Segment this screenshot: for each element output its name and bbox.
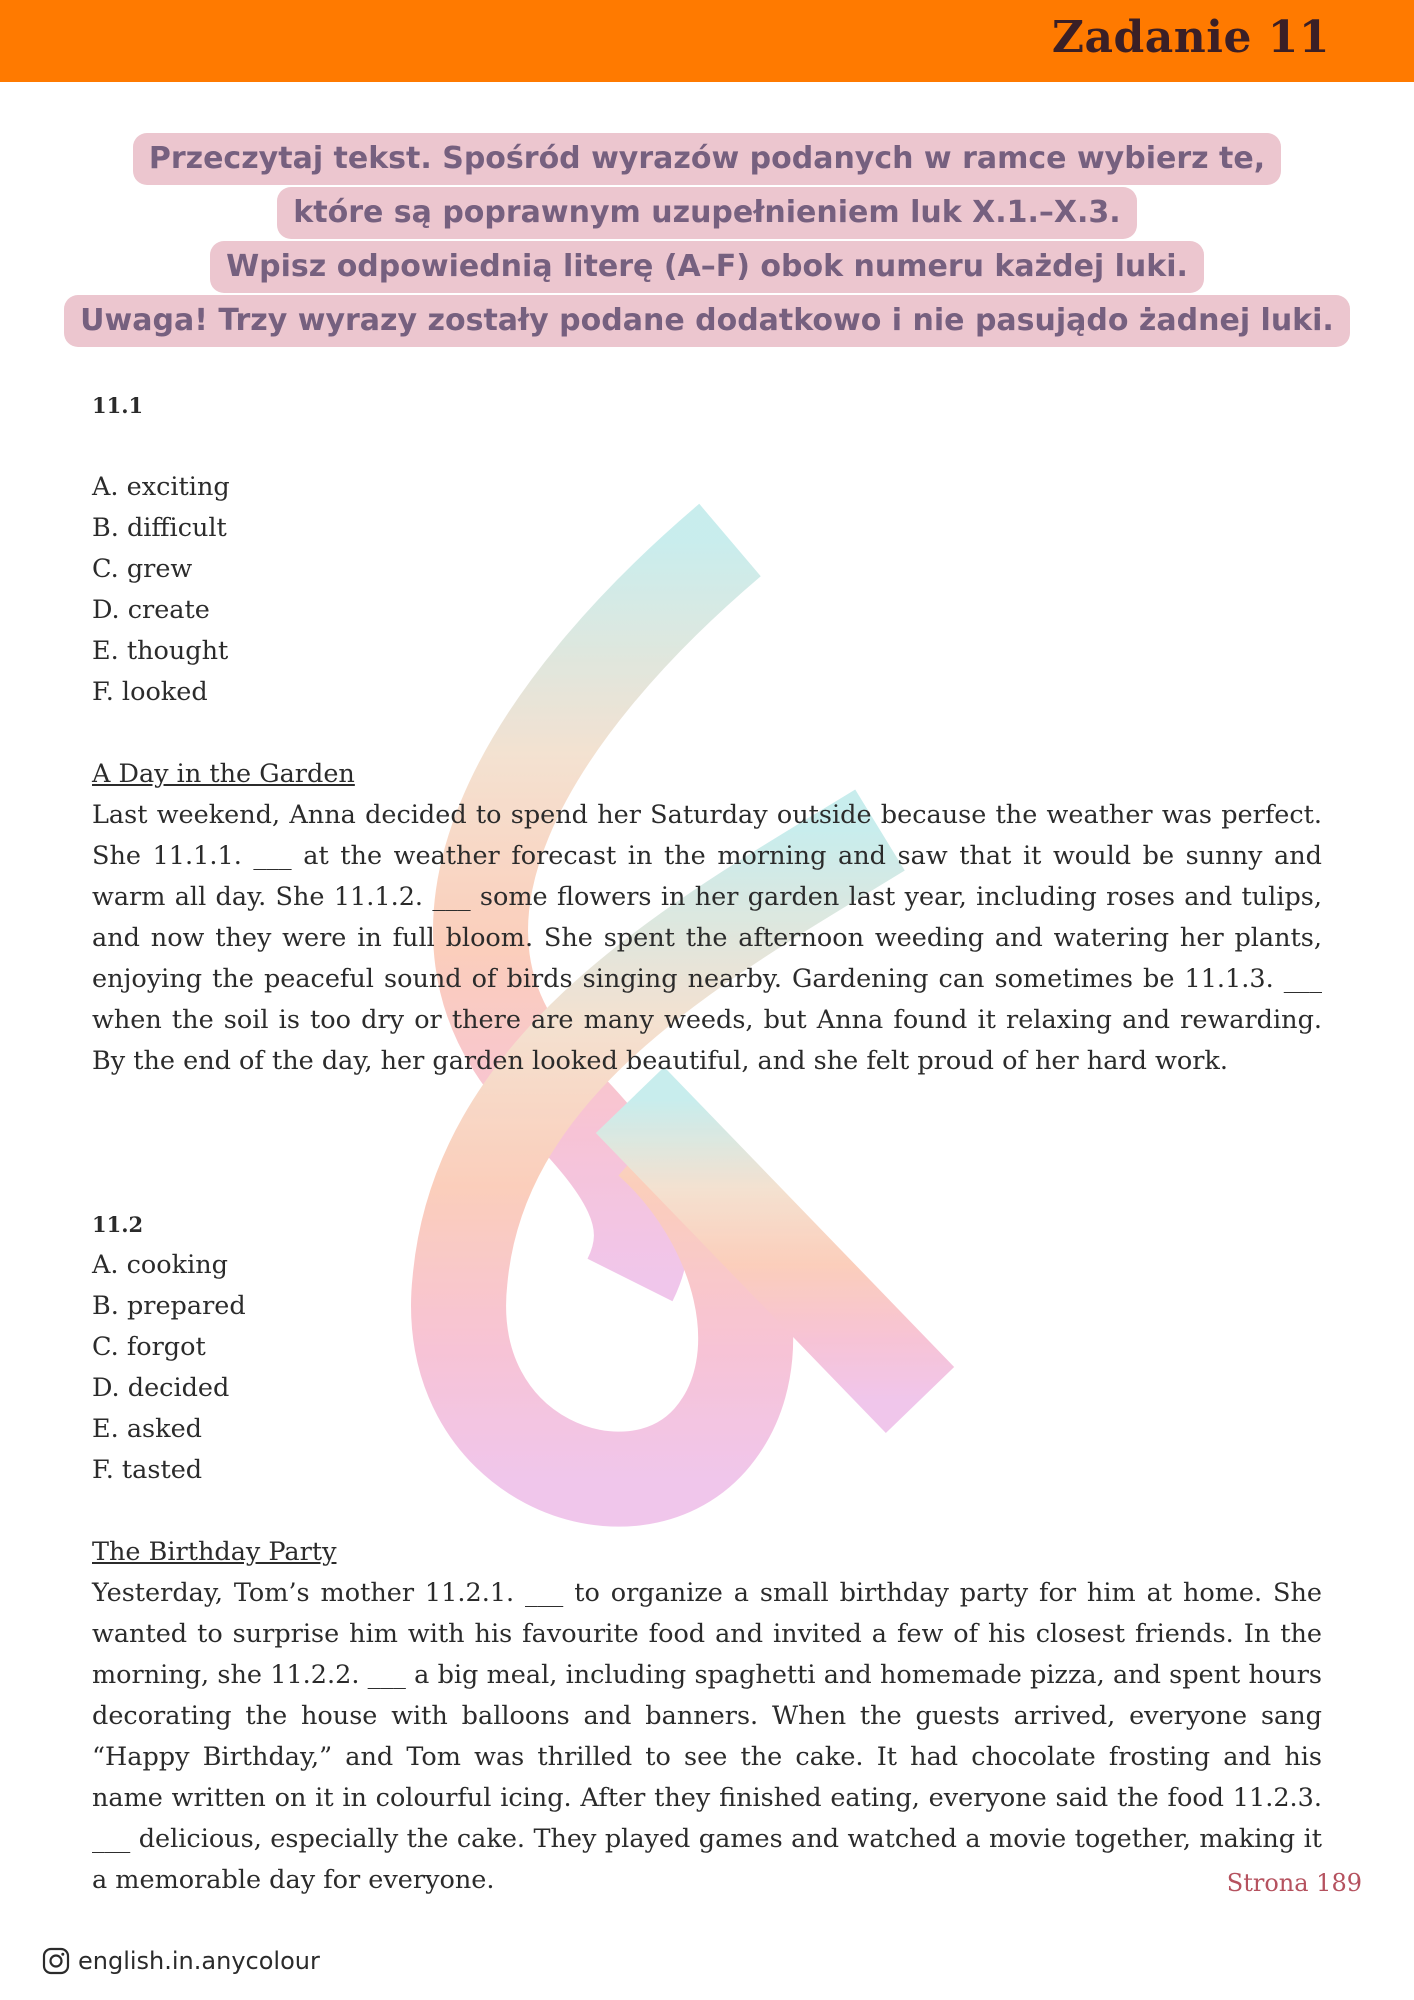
option-c: C. forgot: [92, 1332, 206, 1362]
instruction-line: Uwaga! Trzy wyrazy zostały podane dodatkowo i nie pasujądo żadnej luki.: [64, 295, 1350, 347]
page-title: Zadanie 11: [1051, 12, 1330, 63]
option-a: A. exciting: [92, 472, 230, 502]
option-b: B. difficult: [92, 513, 227, 543]
instruction-line: Wpisz odpowiednią literę (A–F) obok numeru każdej luki.: [210, 241, 1204, 293]
section-number: 11.2: [92, 1212, 144, 1237]
instructions-box: [0, 132, 1414, 348]
section-11-1: [92, 385, 1322, 1082]
story-text: Last weekend, Anna decided to spend her Saturday outside because the weather was perfect. She 11.1.1. ___ at the weather forecast in the morning and saw that it would be sunny and warm all day. She 11.1.2. ___ some flowers in her garden last year, including roses and tulips, and now they were in full bloom. She spent the afternoon weeding and watering her plants, enjoying the peaceful sound of birds singing nearby. Gardening can sometimes be 11.1.3. ___ when the soil is too dry or there are many weeds, but Anna found it relaxing and rewarding. By the end of the day, her garden looked beautiful, and she felt proud of her hard work.: [92, 800, 1322, 1076]
instagram-icon: [42, 1947, 70, 1975]
option-e: E. thought: [92, 636, 229, 666]
page-number: Strona 189: [1226, 1869, 1362, 1897]
instruction-line: Przeczytaj tekst. Spośród wyrazów podanych w ramce wybierz te,: [133, 133, 1281, 185]
instruction-line: które są poprawnym uzupełnieniem luk X.1.–X.3.: [277, 187, 1136, 239]
section-number: 11.1: [92, 393, 144, 418]
option-b: B. prepared: [92, 1291, 246, 1321]
footer: [42, 1947, 320, 1975]
story-title: A Day in the Garden: [92, 759, 355, 789]
option-c: C. grew: [92, 554, 193, 584]
option-d: D. decided: [92, 1373, 230, 1403]
story-text: Yesterday, Tom’s mother 11.2.1. ___ to organize a small birthday party for him at home. She wanted to surprise him with his favourite food and invited a few of his closest friends. In the morning, she 11.2.2. ___ a big meal, including spaghetti and homemade pizza, and spent hours decorating the house with balloons and banners. When the guests arrived, everyone sang “Happy Birthday,” and Tom was thrilled to see the cake. It had chocolate frosting and his name written on it in colourful icing. After they finished eating, everyone said the food 11.2.3. ___ delicious, especially the cake. They played games and watched a movie together, making it a memorable day for everyone.: [92, 1578, 1322, 1895]
story-title: The Birthday Party: [92, 1537, 337, 1567]
option-a: A. cooking: [92, 1250, 228, 1280]
social-handle[interactable]: english.in.anycolour: [78, 1947, 320, 1975]
option-e: E. asked: [92, 1414, 202, 1444]
option-d: D. create: [92, 595, 210, 625]
option-f: F. looked: [92, 677, 208, 707]
option-f: F. tasted: [92, 1455, 203, 1485]
section-11-2: [92, 1204, 1322, 1901]
